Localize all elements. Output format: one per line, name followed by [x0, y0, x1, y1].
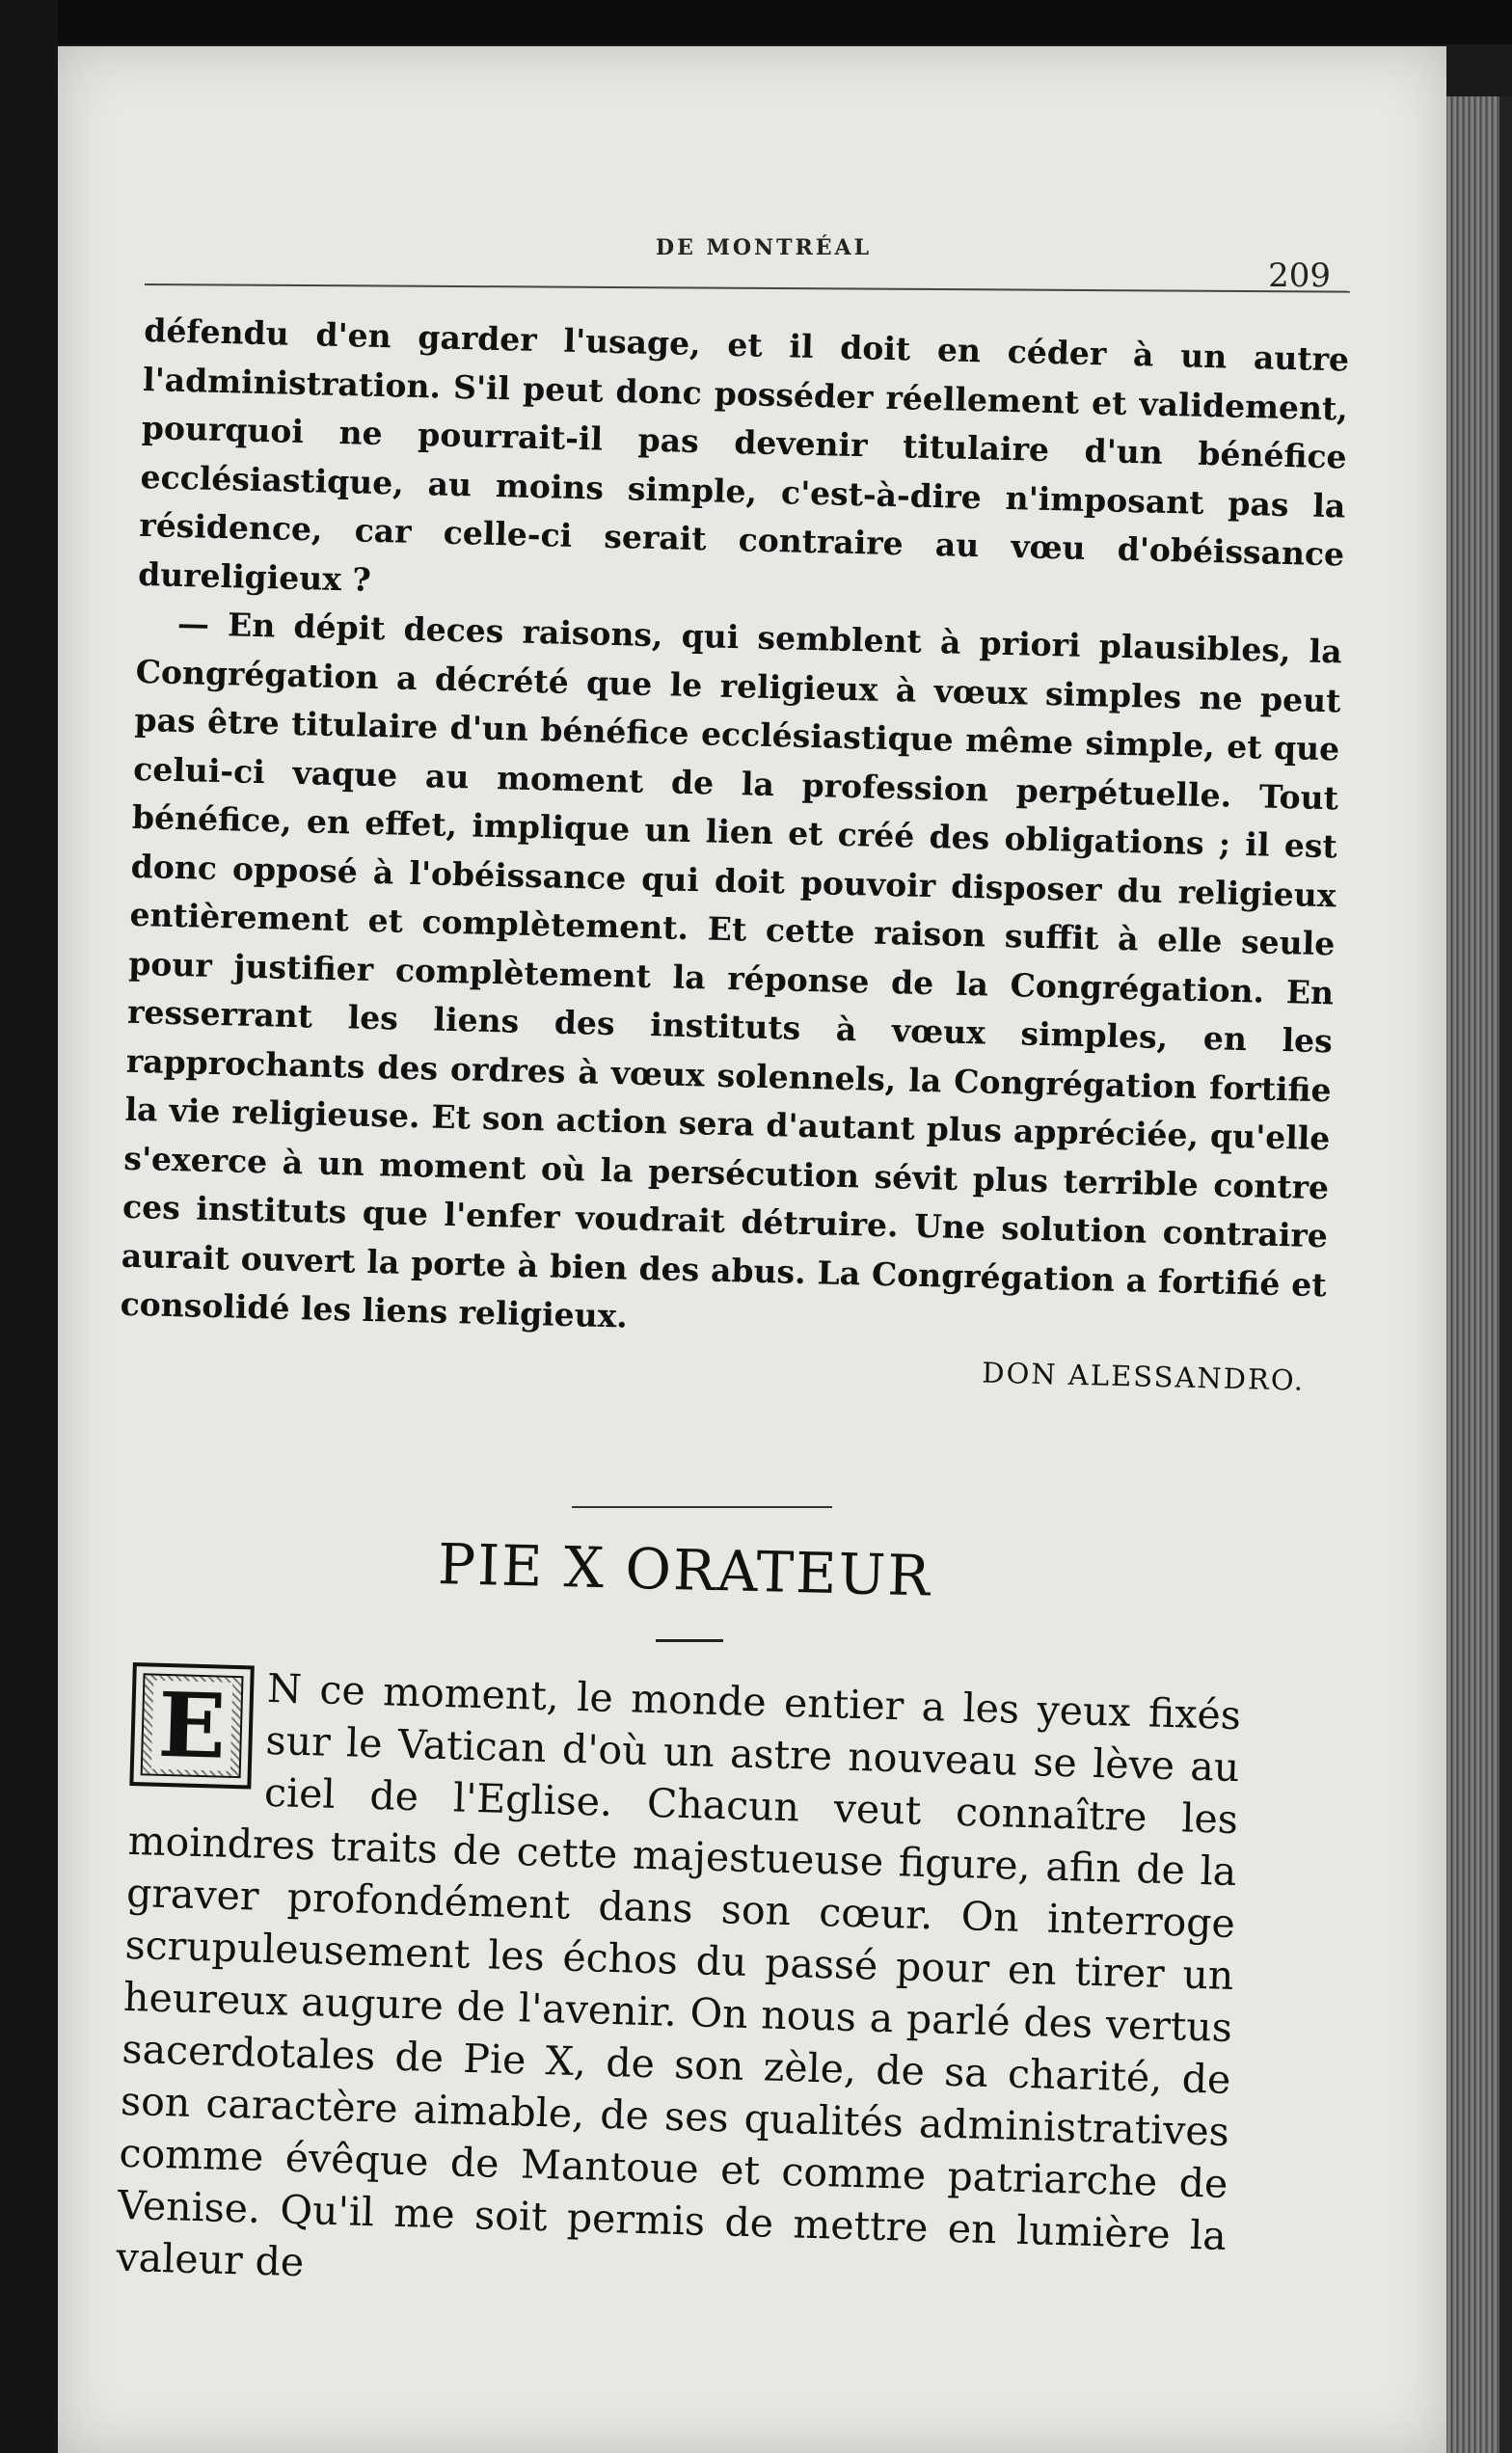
article-title: PIE X ORATEUR — [437, 1531, 932, 1609]
running-title: DE MONTRÉAL — [656, 235, 873, 260]
paragraph: — En dépit deces raisons, qui semblent à priori plausibles, la Congrégation a décrété que le religieux à vœux simples ne peut pas être titulaire d'un bénéfice ecclésiastique même simple, et que celui-ci vaque au moment de la profession perpétuelle. Tout bénéfice, en effet, implique un lien et créé des obligations ; il est donc opposé à l'obéissance qui doit pouvoir disposer du religieux entièrement et complètement. Et cette raison suffit à elle seule pour justifier complètement la réponse de la Congrégation. En resserrant les liens des instituts à vœux simples, en les rapprochants des ordres à vœux solennels, la Congrégation fortifie la vie religieuse. Et son action sera d'autant plus appréciée, qu'elle s'exerce à un moment où la persécution sévit plus terrible contre ces instituts que l'enfer voudrait détruire. Une solution contraire aurait ouvert la porte à bien des abus. La Congrégation a fortifié et consolidé les liens religieux. — [120, 604, 1343, 1335]
author-signature: DON ALESSANDRO. — [981, 1356, 1306, 1397]
article-body — [116, 1658, 1242, 2314]
article-paragraph: N ce moment, le monde entier a les yeux fixés sur le Vatican d'où un astre nouveau se lève au ciel de l'Eglise. Chacun veut connaître les moindres traits de cette majestueuse figure, afin de la graver profondément dans son cœur. On interroge scrupuleusement les échos du passé pour en tirer un heureux augure de l'avenir. On nous a parlé des vertus sacerdotales de Pie X, de son zèle, de sa charité, de son caractère aimable, de ses qualités administratives comme évêque de Mantoue et comme patriarche de Venise. Qu'il me soit permis de mettre en lumière la valeur de — [115, 1664, 1242, 2286]
scan-border-left — [0, 0, 58, 2453]
section-separator — [572, 1506, 832, 1508]
title-rule — [656, 1639, 723, 1642]
ornate-dropcap — [129, 1662, 255, 1789]
page-number: 209 — [1268, 256, 1331, 295]
paragraph: défendu d'en garder l'usage, et il doit en céder à un autre l'administration. S'il peut donc posséder réellement et validement, pourquoi ne pourrait-il pas devenir titulaire d'un bénéfice ecclésiastique, au moins simple, c'est-à-dire n'imposant pas la résidence, car celle-ci serait contraire au vœu d'obéissance dureligieux ? — [137, 310, 1350, 599]
dropcap-letter: E — [151, 1681, 233, 1771]
dropcap-ornament — [141, 1673, 244, 1778]
previous-article-text — [119, 307, 1350, 1405]
book-page — [58, 46, 1446, 2453]
scan-border-top — [0, 0, 1512, 44]
book-edge-shadow — [1499, 96, 1512, 2453]
